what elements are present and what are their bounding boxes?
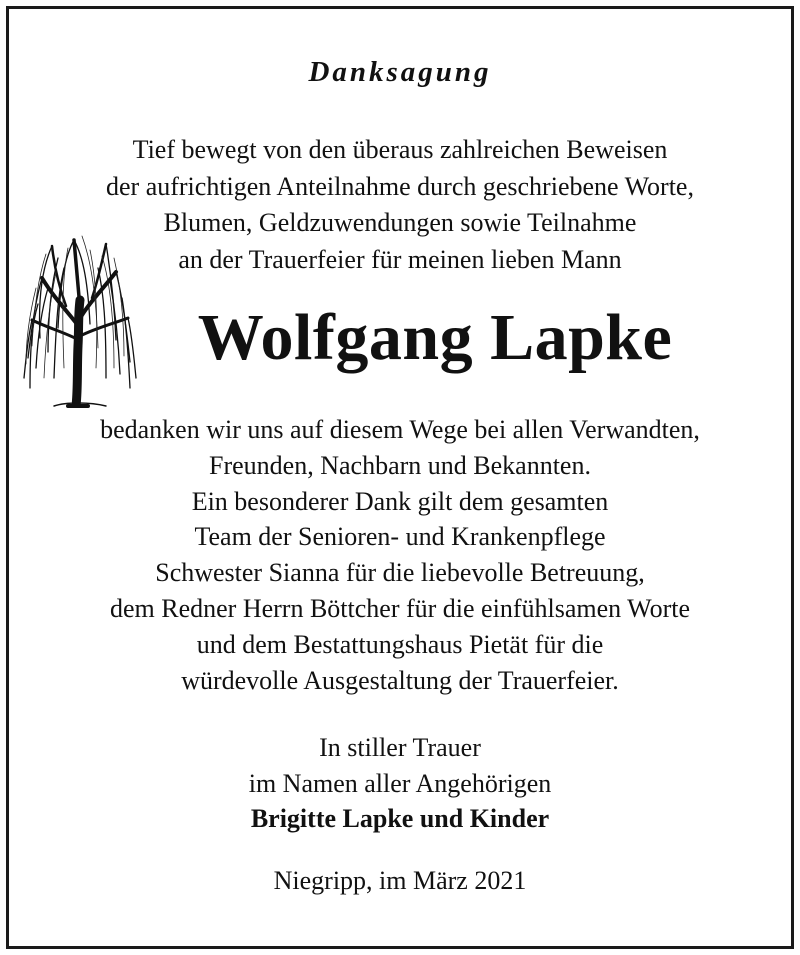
closing-block [0, 730, 800, 837]
deceased-name: Wolfgang Lapke [197, 301, 673, 374]
place-date: Niegripp, im März 2021 [273, 866, 527, 895]
relatives-line: im Namen aller Angehörigen [248, 768, 552, 798]
intro-line: der aufrichtigen Anteilnahme durch geschriebene Worte, [106, 171, 694, 201]
mourning-line: In stiller Trauer [319, 733, 481, 762]
thanks-line: würdevolle Ausgestaltung der Trauerfeier. [181, 665, 619, 695]
intro-line: an der Trauerfeier für meinen lieben Mann [178, 244, 622, 274]
intro-line: Tief bewegt von den überaus zahlreichen Beweisen [132, 135, 668, 164]
thanks-line: dem Redner Herrn Böttcher für die einfühlsamen Worte [109, 593, 691, 623]
thanks-line: Schwester Sianna für die liebevolle Betreuung, [155, 558, 645, 588]
thanks-line: Team der Senioren- und Krankenpflege [194, 522, 606, 552]
thanks-line: bedanken wir uns auf diesem Wege bei allen Verwandten, [100, 415, 700, 444]
thanks-text [0, 412, 800, 698]
thanks-line: Freunden, Nachbarn und Bekannten. [209, 450, 591, 480]
signers-name: Brigitte Lapke und Kinder [250, 804, 550, 833]
thanks-line: Ein besonderer Dank gilt dem gesamten [191, 486, 609, 516]
thanks-line: und dem Bestattungshaus Pietät für die [196, 629, 604, 659]
intro-line: Blumen, Geldzuwendungen sowie Teilnahme [163, 208, 637, 237]
willow-tree-icon [18, 228, 142, 408]
notice-heading: Danksagung [308, 56, 492, 88]
